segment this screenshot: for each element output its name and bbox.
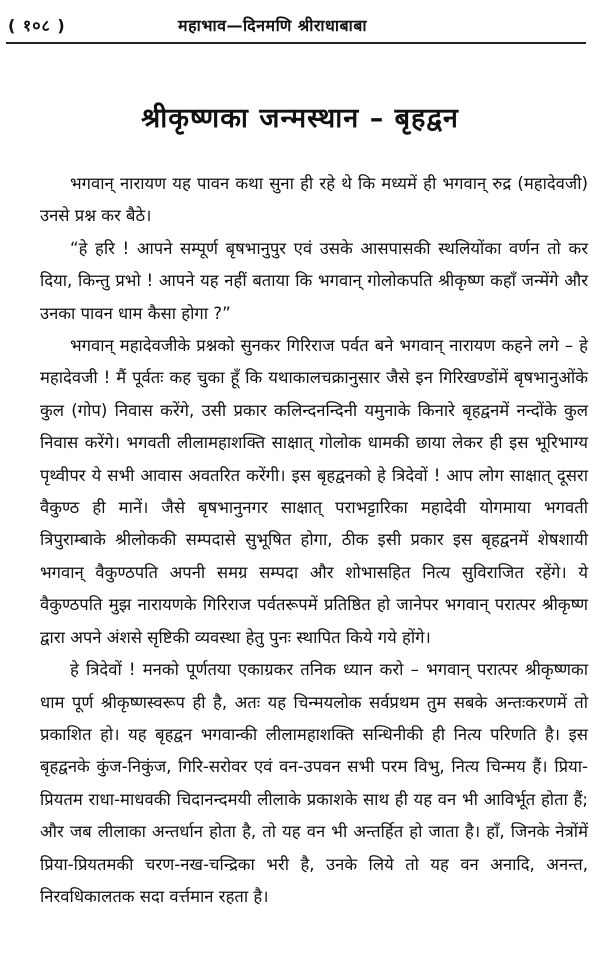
- body-text: [40, 168, 588, 913]
- paragraph: भगवान् महादेवजीके प्रश्नको सुनकर गिरिराज पर्वत बने भगवान् नारायण कहने लगे – हे महादेवजी ! मैं पूर्वतः कह चुका हूँ कि यथाकालचक्रानुसार जैसे इन गिरिखण्डोंमें बृषभानुओंके कुल (गोप) निवास करेंगे, उसी प्रकार कलिन्दनन्दिनी यमुनाके किनारे बृहद्वनमें नन्दोंके कुल निवास करेंगे। भगवती लीलामहाशक्ति साक्षात् गोलोक धामकी छाया लेकर ही इस भूरिभाग्य पृथ्वीपर ये सभी आवास अवतरित करेंगी। इस बृहद्वनको हे त्रिदेवों ! आप लोग साक्षात् दूसरा वैकुण्ठ ही मानें। जैसे बृषभानुनगर साक्षात् पराभट्टारिका महादेवी योगमाया भगवती त्रिपुराम्बाके श्रीलोककी सम्पदासे सुभूषित होगा, ठीक इसी प्रकार इस बृहद्वनमें शेषशायी भगवान् वैकुण्ठपति अपनी समग्र सम्पदा और शोभासहित नित्य सुविराजित रहेंगे। ये वैकुण्ठपति मुझ नारायणके गिरिराज पर्वतरूपमें प्रतिष्ठित हो जानेपर भगवान् परात्पर श्रीकृष्ण द्वारा अपने अंशसे सृष्टिकी व्यवस्था हेतु पुनः स्थापित किये गये होंगे।: [40, 336, 588, 647]
- page-number: ( १०८ ): [8, 16, 66, 35]
- paragraph: भगवान् नारायण यह पावन कथा सुना ही रहे थे कि मध्यमें ही भगवान् रुद्र (महादेवजी) उनसे प्रश्न कर बैठे।: [40, 174, 588, 226]
- paragraph: हे त्रिदेवों ! मनको पूर्णतया एकाग्रकर तनिक ध्यान करो – भगवान् परात्पर श्रीकृष्णका धाम पूर्ण श्रीकृष्णस्वरूप ही है, अतः यह चिन्मयलोक सर्वप्रथम तुम सबके अन्तःकरणमें तो प्रकाशित हो। यह बृहद्वन भगवान्की लीलामहाशक्ति सन्धिनीकी ही नित्य परिणति है। इस बृहद्वनके कुंज-निकुंज, गिरि-सरोवर एवं वन-उपवन सभी परम विभु, नित्य चिन्मय हैं। प्रिया-प्रियतम राधा-माधवकी चिदानन्दमयी लीलाके प्रकाशके साथ ही यह वन भी आविर्भूत होता हैं; और जब लीलाका अन्तर्धान होता है, तो यह वन भी अन्तर्हित हो जाता है। हाँ, जिनके नेत्रोंमें प्रिया-प्रियतमकी चरण-नख-चन्द्रिका भरी है, उनके लिये तो यह वन अनादि, अनन्त, निरवधिकालतक सदा वर्त्तमान रहता है।: [40, 660, 588, 906]
- paragraph: “हे हरि ! आपने सम्पूर्ण बृषभानुपुर एवं उसके आसपासकी स्थलियोंका वर्णन तो कर दिया, किन्तु प्रभो ! आपने यह नहीं बताया कि भगवान् गोलोकपति श्रीकृष्ण कहाँ जन्मेंगे और उनका पावन धाम कैसा होगा ?”: [40, 238, 588, 323]
- header-rule: [6, 42, 586, 44]
- chapter-title: श्रीकृष्णका जन्मस्थान – बृहद्वन: [141, 103, 459, 134]
- running-header: [8, 8, 586, 38]
- running-title: महाभाव—दिनमणि श्रीराधाबाबा: [178, 16, 368, 35]
